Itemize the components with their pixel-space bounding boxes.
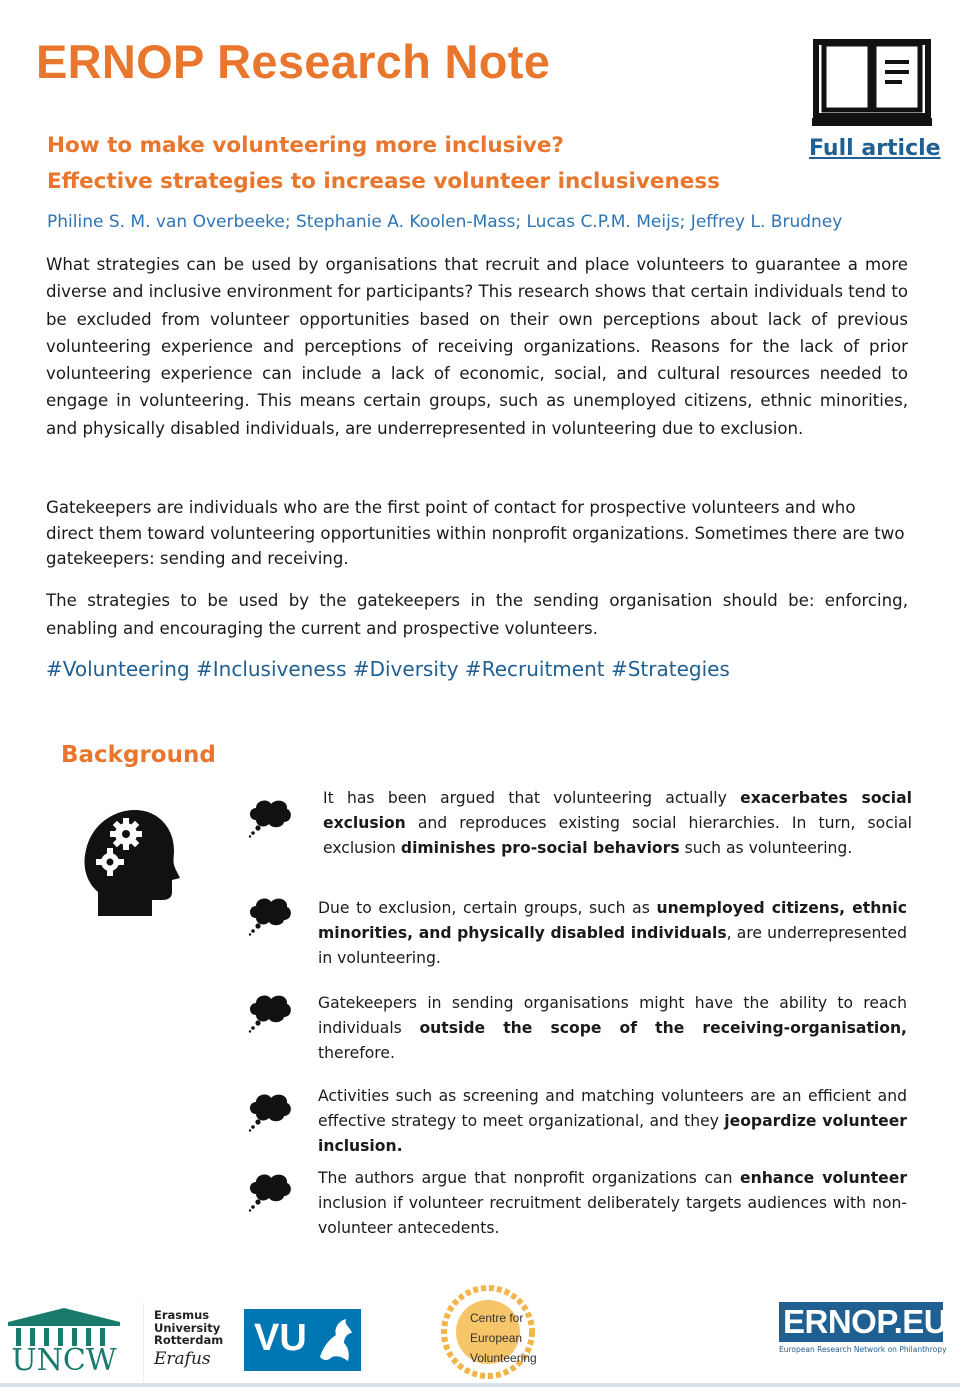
ernop-logo-text: ERNOP.EU	[779, 1302, 943, 1342]
uncw-logo-text: UNCW	[11, 1343, 117, 1376]
subtitle-line-2: Effective strategies to increase volunteer inclusiveness	[47, 169, 720, 194]
ernop-logo[interactable]	[779, 1302, 948, 1356]
thought-cloud-icon	[246, 993, 292, 1033]
erasmus-signature: Erafus	[154, 1348, 211, 1369]
footer-divider	[0, 1383, 960, 1387]
bullet-text: It has been argued that volunteering actually exacerbates social exclusion and reproduces existing social hierarchies. In turn, social exclusion diminishes pro-social behaviors such as volunteering.	[323, 789, 912, 857]
article-subtitle	[47, 128, 720, 200]
intro-paragraph: What strategies can be used by organisations that recruit and place volunteers to guarantee a more diverse and inclusive environment for participants? This research shows that certain individuals tend to be excluded from volunteer opportunities based on their own perceptions about lack of previous volunteering experience and perceptions of receiving organizations. Reasons for the lack of prior volunteering experience can include a lack of economic, social, and cultural resources needed to engage in volunteering. This means certain groups, such as unemployed citizens, ethnic minorities, and physically disabled individuals, are underrepresented in volunteering due to exclusion.	[46, 255, 908, 438]
erasmus-logo[interactable]	[143, 1303, 233, 1383]
gatekeepers-paragraph: Gatekeepers are individuals who are the first point of contact for prospective volunteers and who direct them toward volunteering opportunities within nonprofit organizations. Sometimes there are two gatekeepers: sending and receiving.	[46, 498, 905, 568]
hashtags: #Volunteering #Inclusiveness #Diversity #Recruitment #Strategies	[46, 657, 730, 681]
authors: Philine S. M. van Overbeeke; Stephanie A. Koolen-Mass; Lucas C.P.M. Meijs; Jeffrey L. Brudney	[47, 212, 843, 232]
thought-cloud-icon	[246, 798, 292, 838]
background-heading: Background	[61, 742, 216, 768]
thought-cloud-icon	[246, 1092, 292, 1132]
erasmus-line-1: Erasmus	[154, 1308, 210, 1322]
vu-logo-text: VU	[254, 1317, 307, 1359]
ernop-logo-subtitle: European Research Network on Philanthropy	[779, 1345, 947, 1354]
cev-line-2: European	[470, 1331, 523, 1345]
cev-line-3: Volunteering	[470, 1351, 537, 1365]
strategies-paragraph: The strategies to be used by the gatekeepers in the sending organisation should be: enforcing, enabling and encouraging the current and prospective volunteers.	[46, 591, 908, 638]
cev-logo[interactable]	[440, 1282, 560, 1382]
book-icon[interactable]	[812, 38, 932, 130]
bullet-text: Gatekeepers in sending organisations might have the ability to reach individuals outside the scope of the receiving-organisation, therefore.	[318, 994, 907, 1062]
erasmus-line-2: University	[154, 1320, 221, 1335]
page-title: ERNOP Research Note	[36, 35, 551, 88]
bullet-text: Due to exclusion, certain groups, such as unemployed citizens, ethnic minorities, and physically disabled individuals, are underrepresented in volunteering.	[318, 899, 908, 967]
bullet-text: Activities such as screening and matching volunteers are an efficient and effective strategy to meet organizational, and they jeopardize volunteer inclusion.	[318, 1087, 907, 1155]
thought-cloud-icon	[246, 896, 292, 936]
erasmus-line-3: Rotterdam	[154, 1333, 224, 1347]
uncw-logo[interactable]	[2, 1308, 126, 1376]
vu-logo[interactable]	[244, 1309, 361, 1371]
cev-line-1: Centre for	[470, 1311, 524, 1325]
griffin-icon	[314, 1317, 356, 1363]
head-gears-icon	[80, 804, 180, 919]
thought-cloud-icon	[246, 1172, 292, 1212]
full-article-link[interactable]: Full article	[809, 136, 941, 161]
subtitle-line-1: How to make volunteering more inclusive?	[47, 133, 564, 158]
bullet-text: The authors argue that nonprofit organizations can enhance volunteer inclusion if volunteer recruitment deliberately targets audiences with non-volunteer antecedents.	[318, 1169, 908, 1237]
